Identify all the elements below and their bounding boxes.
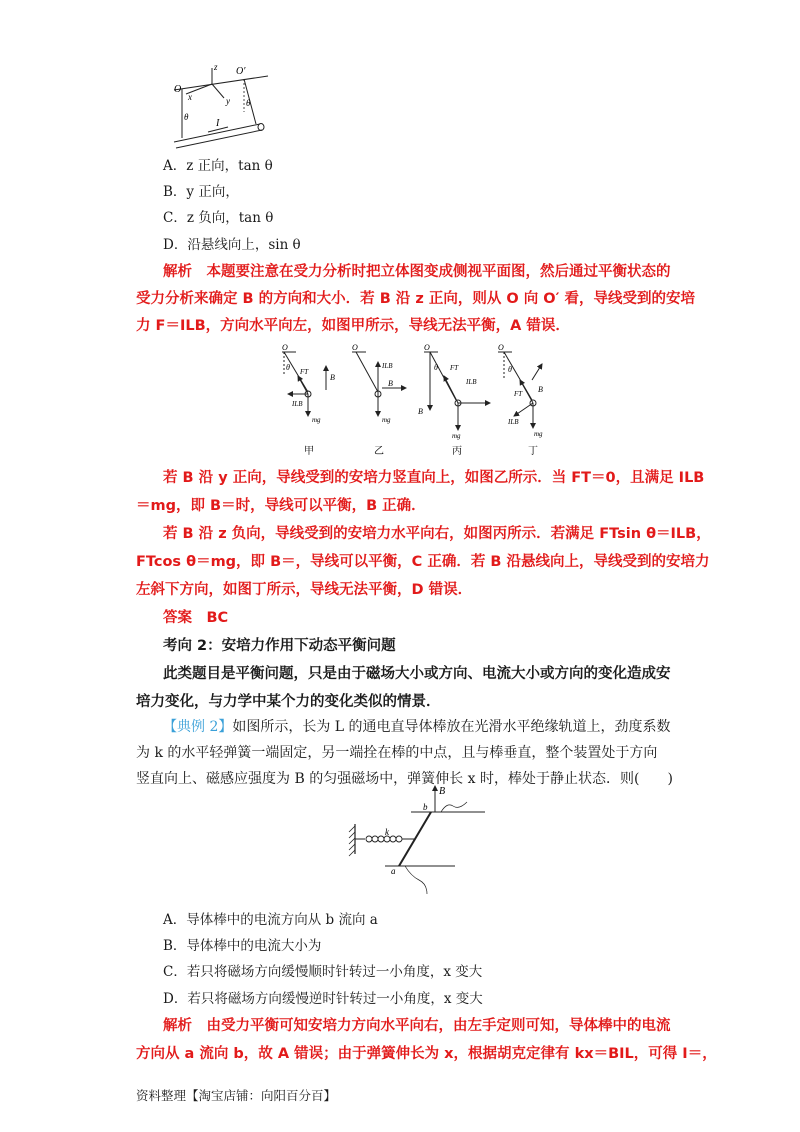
analysis1-line2: 受力分析来确定 B 的方向和大小．若 B 沿 z 正向，则从 O 向 O′ 看，导线受到的安培 xyxy=(136,291,695,307)
analysis2-line1: 若 B 沿 y 正向，导线受到的安培力竖直向上，如图乙所示．当 FT＝0，且满足 ILB xyxy=(163,470,705,486)
example2-tag: 【典例 2】 xyxy=(163,719,233,735)
analysis1-line3: 力 F＝ILB，方向水平向左，如图甲所示，导线无法平衡，A 错误． xyxy=(136,318,570,334)
jia-o: O xyxy=(282,343,288,352)
ding-ft: FT xyxy=(514,390,523,398)
analysis2-line2: ＝mg，即 B＝时，导线可以平衡，B 正确． xyxy=(136,498,426,514)
jia-theta: θ xyxy=(286,363,290,372)
yi-label: 乙 xyxy=(374,446,384,457)
bing-label: 丙 xyxy=(452,446,462,457)
yi-mg: mg xyxy=(382,416,391,424)
analysis2-line4: FTcos θ＝mg，即 B＝，导线可以平衡，C 正确．若 B 沿悬线向上，导线受到的安培力 xyxy=(136,554,710,570)
force-fig-jia xyxy=(282,343,335,457)
ding-o: O xyxy=(498,343,504,352)
q2-option-b: B．导体棒中的电流大小为 xyxy=(163,938,322,954)
q2-option-d: D．若只将磁场方向缓慢逆时针转过一小角度，x 变大 xyxy=(163,991,483,1007)
footer-text: 资料整理【淘宝店铺：向阳百分百】 xyxy=(136,1088,337,1103)
q1-option-c: C．z 负向，tan θ xyxy=(163,210,274,226)
kaoxiang-heading: 考向 2：安培力作用下动态平衡问题 xyxy=(163,638,396,654)
yi-ilb: ILB xyxy=(382,362,393,370)
example2-line2: 为 k 的水平轻弹簧一端固定，另一端拴在棒的中点，且与棒垂直，整个装置处于方向 xyxy=(136,745,658,761)
analysis2-line5: 左斜下方向，如图丁所示，导线无法平衡，D 错误． xyxy=(136,582,473,598)
jia-ilb: ILB xyxy=(292,400,303,408)
fig1-y-label: y xyxy=(226,96,230,106)
jia-ft: FT xyxy=(300,368,309,376)
analysis3-line2: 方向从 a 流向 b，故 A 错误；由于弹簧伸长为 x，根据胡克定律有 kx＝BIL，可得 I＝， xyxy=(136,1046,717,1062)
fig3-b-point: b xyxy=(423,802,428,812)
bing-ilb: ILB xyxy=(466,378,477,386)
force-fig-ding xyxy=(498,343,543,457)
example2-line3: 竖直向上、磁感应强度为 B 的匀强磁场中，弹簧伸长 x 时，棒处于静止状态．则( ) xyxy=(136,771,673,787)
analysis3-line1: 解析 由受力平衡可知安培力方向水平向右，由左手定则可知，导体棒中的电流 xyxy=(163,1018,671,1034)
force-diagrams xyxy=(270,340,560,460)
q1-option-b: B．y 正向， xyxy=(163,184,239,200)
answer-line: 答案 BC xyxy=(163,610,229,626)
force-fig-bing xyxy=(418,343,490,457)
jia-mg: mg xyxy=(312,416,321,424)
analysis1-line1: 解析 本题要注意在受力分析时把立体图变成侧视平面图，然后通过平衡状态的 xyxy=(163,264,671,280)
fig1-x-label: x xyxy=(188,92,192,102)
analysis2-line3: 若 B 沿 z 负向，导线受到的安培力水平向右，如图丙所示．若满足 FTsin θ＝ILB， xyxy=(163,526,711,542)
q1-option-a: A．z 正向，tan θ xyxy=(163,158,273,174)
jia-label: 甲 xyxy=(304,446,314,457)
fig1-theta-label: θ xyxy=(184,112,189,122)
ding-mg: mg xyxy=(534,430,543,438)
bing-b: B xyxy=(418,407,423,416)
ding-theta: θ xyxy=(508,365,512,374)
ding-b: B xyxy=(538,385,543,394)
example2-line1 xyxy=(163,716,671,736)
fig3-k: k xyxy=(385,827,389,837)
example2-text1: 如图所示，长为 L 的通电直导体棒放在光滑水平绝缘轨道上，劲度系数 xyxy=(232,719,671,735)
fig1-i-label: I xyxy=(216,118,220,129)
q2-option-c: C．若只将磁场方向缓慢顺时针转过一小角度，x 变大 xyxy=(163,964,483,980)
fig1-theta2-label: θ xyxy=(246,98,251,108)
fig1-o-label: O xyxy=(174,84,182,95)
fig3-a-point: a xyxy=(391,866,396,876)
fig3-b-field: B xyxy=(439,786,446,797)
jia-b: B xyxy=(330,373,335,382)
fig1-oprime-label: O′ xyxy=(236,66,246,77)
ding-label: 丁 xyxy=(528,446,538,457)
fig1-z-label: z xyxy=(214,62,218,72)
rail-spring-figure xyxy=(345,782,495,894)
yi-o: O xyxy=(352,343,358,352)
bing-mg: mg xyxy=(452,432,461,440)
wire-3d-figure xyxy=(160,60,290,152)
intro-line2: 培力变化，与力学中某个力的变化类似的情景． xyxy=(136,694,441,710)
bing-theta: θ xyxy=(434,363,438,372)
ding-ilb: ILB xyxy=(508,418,519,426)
intro-line1: 此类题目是平衡问题，只是由于磁场大小或方向、电流大小或方向的变化造成安 xyxy=(163,666,671,682)
force-fig-yi xyxy=(352,343,406,457)
bing-o: O xyxy=(424,343,430,352)
q1-option-d: D．沿悬线向上，sin θ xyxy=(163,237,301,253)
q2-option-a: A．导体棒中的电流方向从 b 流向 a xyxy=(163,912,378,928)
yi-b: B xyxy=(388,379,393,388)
bing-ft: FT xyxy=(450,364,459,372)
